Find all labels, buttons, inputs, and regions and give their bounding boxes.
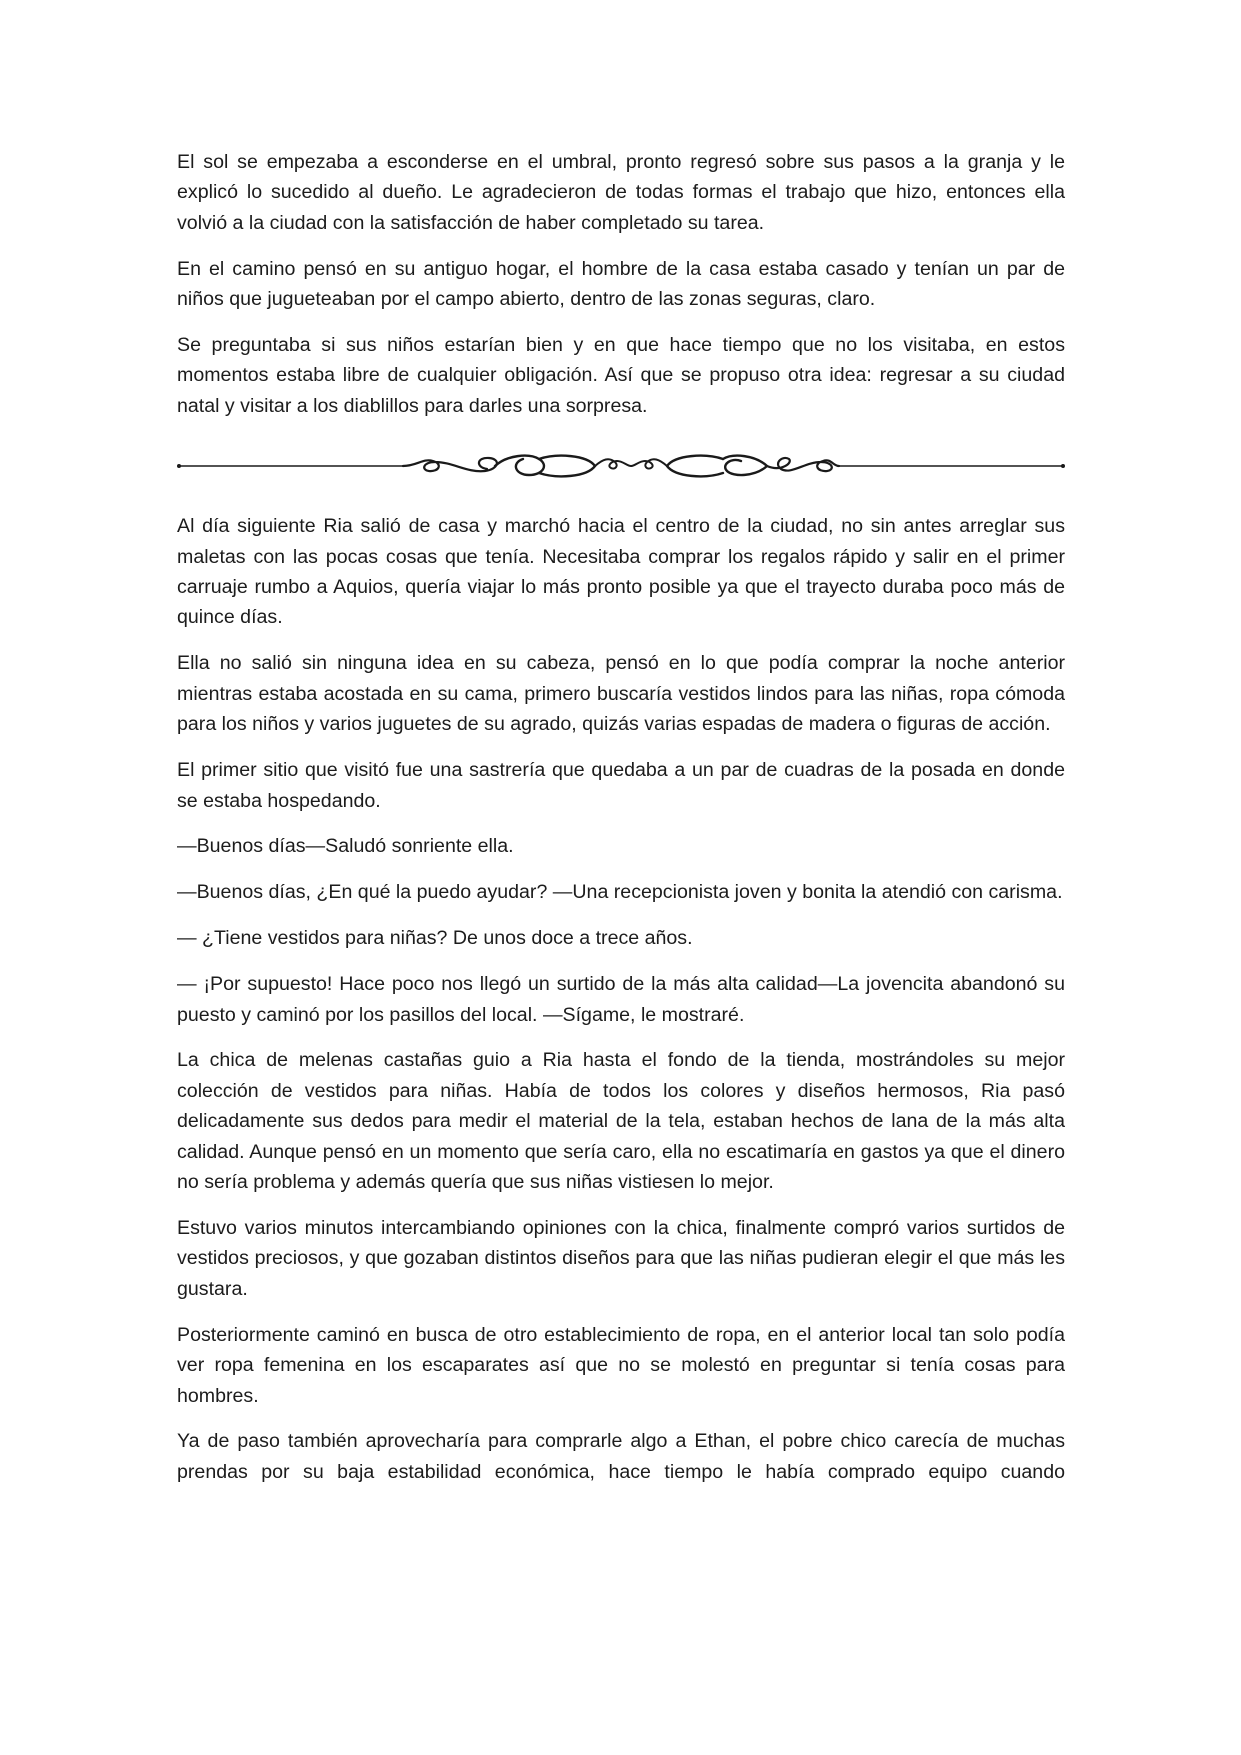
dialogue-line: — ¡Por supuesto! Hace poco nos llegó un surtido de la más alta calidad—La jovencita abandonó su puesto y caminó por los pasillos del local. —Sígame, le mostraré. xyxy=(177,973,1065,1026)
paragraph: En el camino pensó en su antiguo hogar, el hombre de la casa estaba casado y tenían un par de niños que jugueteaban por el campo abierto, dentro de las zonas seguras, claro. xyxy=(177,257,1065,311)
dialogue-line: —Buenos días—Saludó sonriente ella. xyxy=(177,835,514,858)
section-two xyxy=(177,511,1065,1487)
document-body xyxy=(177,147,1065,1503)
paragraph: Se preguntaba si sus niños estarían bien y en que hace tiempo que no los visitaba, en estos momentos estaba libre de cualquier obligación. Así que se propuso otra idea: regresar a su ciudad natal y visitar a los diablillos para darles una sorpresa. xyxy=(177,334,1065,417)
paragraph: Estuvo varios minutos intercambiando opiniones con la chica, finalmente compró varios surtidos de vestidos preciosos, y que gozaban distintos diseños para que las niñas pudieran elegir el que más les gustara. xyxy=(177,1216,1065,1300)
paragraph: La chica de melenas castañas guio a Ria hasta el fondo de la tienda, mostrándoles su mejor colección de vestidos para niñas. Había de todos los colores y diseños hermosos, Ria pasó delicadamente sus dedos para medir el material de la tela, estaban hechos de lana de la más alta calidad. Aunque pensó en un momento que sería caro, ella no escatimaría en gastos ya que el dinero no sería problema y además quería que sus niñas vistiesen lo mejor. xyxy=(177,1049,1065,1194)
paragraph: Al día siguiente Ria salió de casa y marchó hacia el centro de la ciudad, no sin antes arreglar sus maletas con las pocas cosas que tenía. Necesitaba comprar los regalos rápido y salir en el primer carruaje rumbo a Aquios, quería viajar lo más pronto posible ya que el trayecto duraba poco más de quince días. xyxy=(177,515,1065,629)
paragraph: Ya de paso también aprovecharía para comprarle algo a Ethan, el pobre chico carecía de muchas prendas por su baja estabilidad económica, hace tiempo le había comprado equipo cuando xyxy=(177,1430,1065,1483)
section-one xyxy=(177,147,1065,421)
paragraph: Posteriormente caminó en busca de otro establecimiento de ropa, en el anterior local tan solo podía ver ropa femenina en los escaparates así que no se molestó en preguntar si tenía cosas para hombres. xyxy=(177,1323,1065,1407)
paragraph: El sol se empezaba a esconderse en el umbral, pronto regresó sobre sus pasos a la granja y le explicó lo sucedido al dueño. Le agradecieron de todas formas el trabajo que hizo, entonces ella volvió a la ciudad con la satisfacción de haber completado su tarea. xyxy=(177,151,1065,234)
dialogue-line: — ¿Tiene vestidos para niñas? De unos doce a trece años. xyxy=(177,927,693,950)
paragraph: El primer sitio que visitó fue una sastrería que quedaba a un par de cuadras de la posada en donde se estaba hospedando. xyxy=(177,759,1065,812)
dialogue-line: —Buenos días, ¿En qué la puedo ayudar? —Una recepcionista joven y bonita la atendió con carisma. xyxy=(177,881,1063,904)
ornamental-divider-icon xyxy=(177,449,1065,483)
paragraph: Ella no salió sin ninguna idea en su cabeza, pensó en lo que podía comprar la noche anterior mientras estaba acostada en su cama, primero buscaría vestidos lindos para las niñas, ropa cómoda para los niños y varios juguetes de su agrado, quizás varias espadas de madera o figuras de acción. xyxy=(177,652,1065,736)
